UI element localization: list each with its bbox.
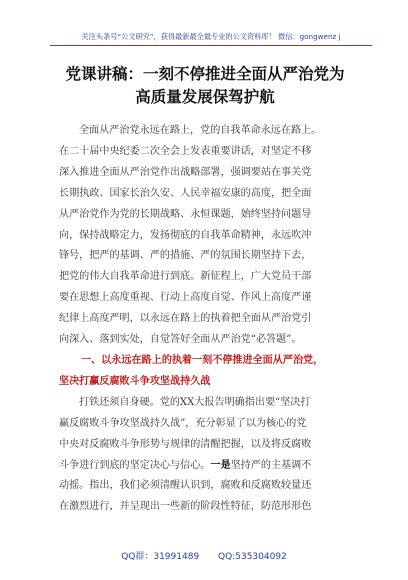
text-line: 向深入、落到实处，自觉答好全面从严治党“必答题”。 bbox=[59, 334, 302, 346]
header-banner: 关注头条号“公文研究”，获得最新最全最专业的公文资料库！ 微信：gongwenz j bbox=[50, 30, 372, 46]
section-heading-1 bbox=[59, 351, 351, 393]
text-segment: 斗争进行到底的坚定决心与信心。 bbox=[59, 459, 211, 471]
footer-qq: QQ:535304092 bbox=[218, 552, 287, 562]
title-line-2: 高质量发展保驾护航 bbox=[135, 88, 275, 106]
footer-qq-group: QQ群：31991489 bbox=[121, 552, 200, 562]
text-line: 向，保持战略定力，发扬彻底的自我革命精神，永远吹冲 bbox=[59, 229, 312, 241]
document-title bbox=[40, 63, 370, 109]
text-line: 锋号，把严的基调、严的措施、严的氛围长期坚持下去， bbox=[59, 250, 312, 262]
bold-lead-text: 一是 bbox=[210, 459, 231, 471]
text-line: 在二十届中央纪委二次全会上发表重要讲话，对坚定不移 bbox=[59, 145, 312, 157]
text-segment: 坚持严的主基调不 bbox=[230, 459, 312, 471]
heading-line: 一、以永远在路上的执着一刻不停推进全面从严治党， bbox=[81, 354, 324, 366]
text-line: 纪律上高度严明，以永远在路上的执着把全面从严治党引 bbox=[59, 313, 312, 325]
footer bbox=[0, 549, 408, 562]
text-line: 要在思想上高度重视、行动上高度自觉、作风上高度严谨 bbox=[59, 292, 312, 304]
text-line: 全面从严治党永远在路上，党的自我革命永远在路上。 bbox=[79, 125, 322, 136]
document-body bbox=[59, 121, 351, 518]
title-line-1: 党课讲稿：一刻不停推进全面从严治党为 bbox=[65, 65, 345, 83]
text-line: 从严治党作为党的长期战略、永恒课题，始终坚持问题导 bbox=[59, 208, 312, 220]
text-line: 深入推进全面从严治党作出战略部署，强调要站在事关党 bbox=[59, 166, 312, 178]
text-line: 中央对反腐败斗争形势与规律的清醒把握，以及将反腐败 bbox=[59, 438, 312, 450]
text-line: 在激烈进行，并呈现出一些新的阶段性特征，防范形形色 bbox=[59, 501, 312, 513]
text-line: 长期执政、国家长治久安、人民幸福安康的高度，把全面 bbox=[59, 187, 312, 199]
text-line: 把党的伟大自我革命进行到底。新征程上，广大党员干部 bbox=[59, 271, 312, 283]
paragraph-1 bbox=[59, 121, 351, 351]
text-line: 赢反腐败斗争攻坚战持久战”，充分彰显了以为核心的党 bbox=[59, 417, 307, 429]
text-line: 打铁还须自身硬。党的XX大报告明确指出要“坚决打 bbox=[79, 396, 311, 408]
heading-line: 坚决打赢反腐败斗争攻坚战持久战 bbox=[59, 375, 211, 387]
text-line: 动摇。指出，我们必须清醒认识到，腐败和反腐败较量还 bbox=[59, 480, 312, 492]
text-line bbox=[59, 456, 351, 477]
paragraph-2 bbox=[59, 393, 351, 518]
